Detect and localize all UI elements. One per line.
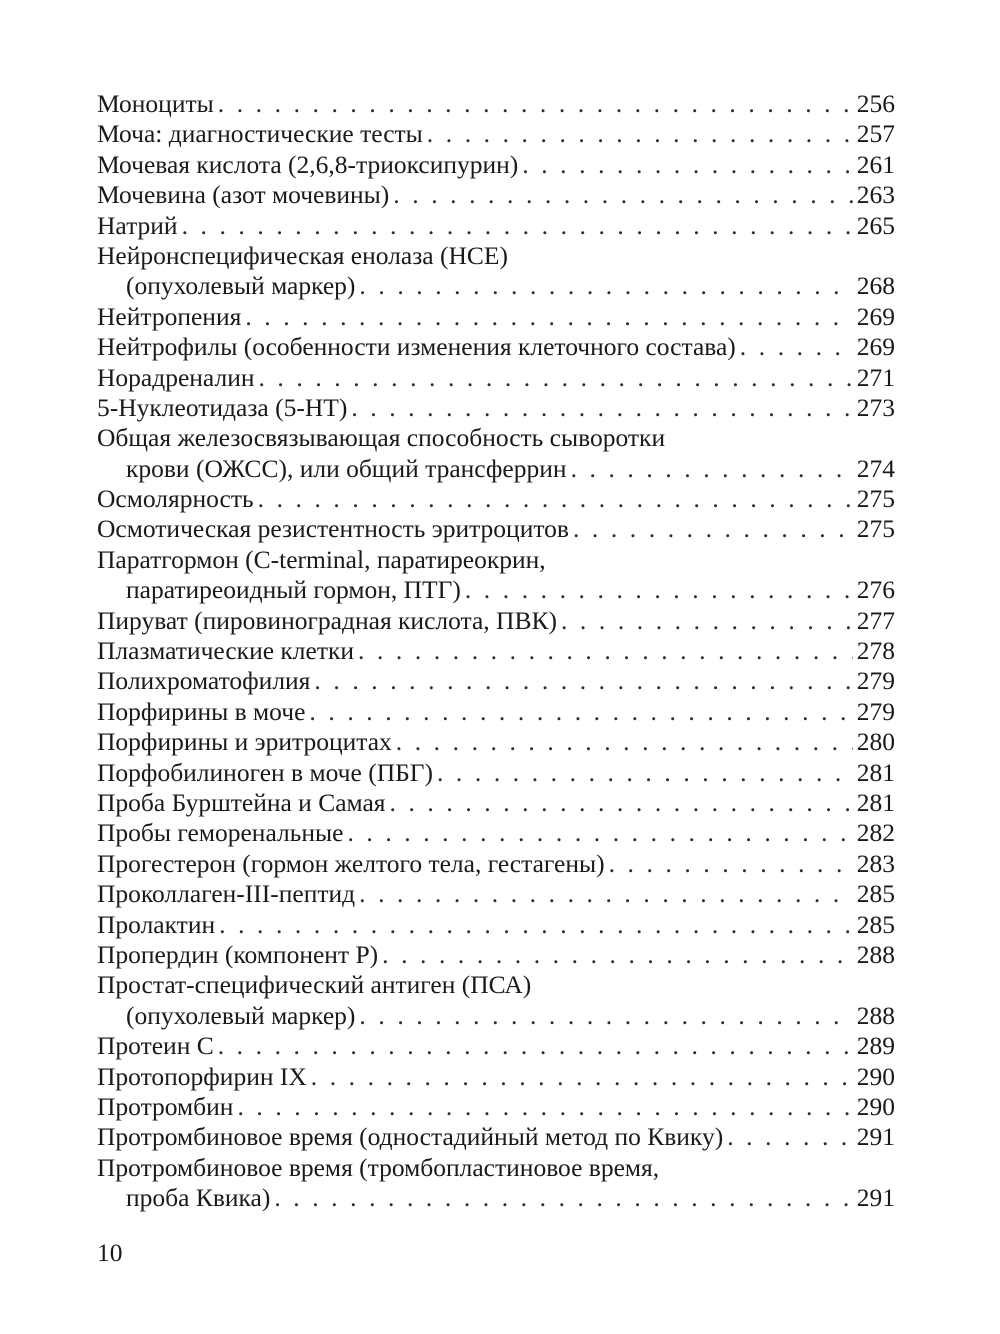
toc-entry-title: Проба Бурштейна и Самая xyxy=(97,787,386,817)
toc-entry[interactable] xyxy=(97,940,895,970)
toc-leader-dots xyxy=(218,1031,853,1061)
toc-entry[interactable] xyxy=(97,150,895,180)
toc-entry-title: (опухолевый маркер) xyxy=(126,271,356,301)
toc-entry[interactable] xyxy=(97,545,895,575)
toc-entry-title: Пролактин xyxy=(97,909,216,939)
toc-entry-title: Проколлаген-III-пептид xyxy=(97,879,356,909)
toc-entry[interactable] xyxy=(97,606,895,636)
toc-leader-dots xyxy=(609,849,853,879)
toc-leader-dots xyxy=(382,940,853,970)
toc-entry-title: Протеин С xyxy=(97,1031,214,1061)
toc-entry-page: 279 xyxy=(856,666,895,696)
toc-leader-dots xyxy=(437,758,853,788)
toc-entry-page: 288 xyxy=(856,939,895,969)
toc-entry[interactable] xyxy=(97,89,895,119)
toc-entry-page: 271 xyxy=(856,362,895,392)
toc-entry-page: 263 xyxy=(856,180,895,210)
toc-entry[interactable] xyxy=(97,636,895,666)
toc-entry-title: Прогестерон (гормон желтого тела, гестагены) xyxy=(97,848,605,878)
toc-leader-dots xyxy=(740,332,853,362)
toc-entry[interactable] xyxy=(97,1001,895,1031)
toc-entry-title: Протромбин xyxy=(97,1091,234,1121)
toc-leader-dots xyxy=(274,1183,852,1213)
toc-entry-page: 275 xyxy=(856,484,895,514)
toc-entry-title: Полихроматофилия xyxy=(97,666,311,696)
toc-leader-dots xyxy=(359,879,853,909)
toc-entry[interactable] xyxy=(97,393,895,423)
toc-leader-dots xyxy=(309,697,852,727)
toc-entry-title: Пропердин (компонент P) xyxy=(97,939,379,969)
toc-entry[interactable] xyxy=(97,332,895,362)
toc-leader-dots xyxy=(427,119,853,149)
toc-leader-dots xyxy=(727,1122,853,1152)
toc-entry[interactable] xyxy=(97,1062,895,1092)
toc-entry-page: 285 xyxy=(856,879,895,909)
toc-entry-page: 277 xyxy=(856,605,895,635)
toc-entry-page: 268 xyxy=(856,271,895,301)
toc-entry-title: Норадреналин xyxy=(97,362,255,392)
toc-entry-title: Порфирины в моче xyxy=(97,696,306,726)
toc-entry[interactable] xyxy=(97,119,895,149)
toc-entry-title: крови (ОЖСС), или общий трансферрин xyxy=(126,453,567,483)
toc-entry[interactable] xyxy=(97,666,895,696)
toc-entry-page: 289 xyxy=(856,1031,895,1061)
toc-entry-page: 261 xyxy=(856,149,895,179)
toc-leader-dots xyxy=(258,363,852,393)
toc-entry-page: 283 xyxy=(856,848,895,878)
toc-leader-dots xyxy=(522,150,852,180)
toc-entry[interactable] xyxy=(97,241,895,271)
toc-entry-page: 282 xyxy=(856,818,895,848)
toc-entry-title: Простат-специфический антиген (ПСА) xyxy=(97,970,532,1000)
toc-entry-title: Порфобилиноген в моче (ПБГ) xyxy=(97,757,433,787)
toc-entry[interactable] xyxy=(97,1092,895,1122)
toc-leader-dots xyxy=(237,1092,852,1122)
toc-entry-page: 280 xyxy=(856,727,895,757)
toc-entry-page: 279 xyxy=(856,696,895,726)
toc-entry-title: Общая железосвязывающая способность сыворотки xyxy=(97,423,666,453)
toc-leader-dots xyxy=(561,606,853,636)
page-number: 10 xyxy=(97,1238,123,1267)
toc-entry-title: Осмотическая резистентность эритроцитов xyxy=(97,514,569,544)
toc-entry[interactable] xyxy=(97,1031,895,1061)
toc-leader-dots xyxy=(311,1062,853,1092)
toc-entry[interactable] xyxy=(97,180,895,210)
toc-entry[interactable] xyxy=(97,302,895,332)
toc-entry-page: 257 xyxy=(856,119,895,149)
toc-entry-title: Нейронспецифическая енолаза (НСЕ) xyxy=(97,240,508,270)
toc-entry-title: Порфирины и эритроцитах xyxy=(97,727,392,757)
toc-entry-title: (опухолевый маркер) xyxy=(126,1000,356,1030)
toc-entry[interactable] xyxy=(97,879,895,909)
toc-entry-page: 276 xyxy=(856,575,895,605)
toc-entry-title: Плазматические клетки xyxy=(97,636,355,666)
toc-entry[interactable] xyxy=(97,697,895,727)
toc-leader-dots xyxy=(219,910,853,940)
toc-entry-title: Протромбиновое время (тромбопластиновое время, xyxy=(97,1152,660,1182)
toc-leader-dots xyxy=(358,636,853,666)
toc-entry[interactable] xyxy=(97,211,895,241)
toc-entry-title: Протопорфирин IX xyxy=(97,1061,307,1091)
toc-entry[interactable] xyxy=(97,849,895,879)
toc-entry-page: 291 xyxy=(856,1183,895,1213)
toc-entry[interactable] xyxy=(97,727,895,757)
toc-entry-title: Натрий xyxy=(97,210,178,240)
toc-entry-page: 273 xyxy=(856,392,895,422)
toc-entry-page: 269 xyxy=(856,332,895,362)
toc-leader-dots xyxy=(182,211,853,241)
toc-entry-title: Нейтрофилы (особенности изменения клеточного состава) xyxy=(97,332,736,362)
toc-entry-page: 290 xyxy=(856,1091,895,1121)
toc-entry-title: Протромбиновое время (одностадийный метод по Квику) xyxy=(97,1122,724,1152)
toc-leader-dots xyxy=(351,393,852,423)
toc-entry-title: проба Квика) xyxy=(126,1183,271,1213)
toc-entry[interactable] xyxy=(97,970,895,1000)
toc-entry[interactable] xyxy=(97,575,895,605)
toc-entry-title: Осмолярность xyxy=(97,484,254,514)
toc-entry-title: Мочевая кислота (2,6,8-триоксипурин) xyxy=(97,149,519,179)
toc-entry-title: Паратгормон (C-terminal, паратиреокрин, xyxy=(97,544,546,574)
toc-entry-title: Пируват (пировиноградная кислота, ПВК) xyxy=(97,605,557,635)
toc-entry[interactable] xyxy=(97,514,895,544)
toc-leader-dots xyxy=(573,514,853,544)
table-of-contents xyxy=(97,89,895,1213)
toc-leader-dots xyxy=(465,575,853,605)
toc-leader-dots xyxy=(390,788,853,818)
toc-entry-title: Нейтропения xyxy=(97,301,242,331)
toc-entry-page: 269 xyxy=(856,301,895,331)
toc-entry-page: 288 xyxy=(856,1000,895,1030)
toc-entry[interactable] xyxy=(97,1183,895,1213)
toc-entry[interactable] xyxy=(97,363,895,393)
toc-entry[interactable] xyxy=(97,454,895,484)
toc-leader-dots xyxy=(393,180,852,210)
toc-entry-title: Моноциты xyxy=(97,89,214,118)
toc-leader-dots xyxy=(396,727,853,757)
toc-leader-dots xyxy=(347,818,852,848)
toc-leader-dots xyxy=(245,302,852,332)
toc-leader-dots xyxy=(258,484,853,514)
toc-entry-title: Моча: диагностические тесты xyxy=(97,119,423,149)
toc-entry-page: 281 xyxy=(856,757,895,787)
toc-entry-page: 285 xyxy=(856,909,895,939)
toc-entry-page: 278 xyxy=(856,636,895,666)
toc-leader-dots xyxy=(571,454,853,484)
toc-leader-dots xyxy=(314,666,852,696)
toc-entry[interactable] xyxy=(97,788,895,818)
toc-entry-page: 290 xyxy=(856,1061,895,1091)
toc-entry-title: паратиреоидный гормон, ПТГ) xyxy=(126,575,461,605)
toc-entry[interactable] xyxy=(97,910,895,940)
toc-entry-page: 265 xyxy=(856,210,895,240)
toc-leader-dots xyxy=(359,1001,852,1031)
toc-leader-dots xyxy=(218,89,853,119)
toc-entry[interactable] xyxy=(97,818,895,848)
toc-entry-title: 5-Нуклеотидаза (5-НТ) xyxy=(97,392,348,422)
toc-entry-title: Мочевина (азот мочевины) xyxy=(97,180,390,210)
toc-entry[interactable] xyxy=(97,423,895,453)
toc-entry[interactable] xyxy=(97,758,895,788)
toc-entry[interactable] xyxy=(97,1122,895,1152)
toc-entry-page: 291 xyxy=(856,1122,895,1152)
toc-entry-page: 275 xyxy=(856,514,895,544)
toc-entry-page: 256 xyxy=(856,89,895,118)
toc-entry[interactable] xyxy=(97,484,895,514)
toc-leader-dots xyxy=(359,271,852,301)
toc-entry-page: 274 xyxy=(856,453,895,483)
toc-entry[interactable] xyxy=(97,1153,895,1183)
toc-entry-title: Пробы геморенальные xyxy=(97,818,344,848)
toc-entry-page: 281 xyxy=(856,787,895,817)
toc-entry[interactable] xyxy=(97,271,895,301)
